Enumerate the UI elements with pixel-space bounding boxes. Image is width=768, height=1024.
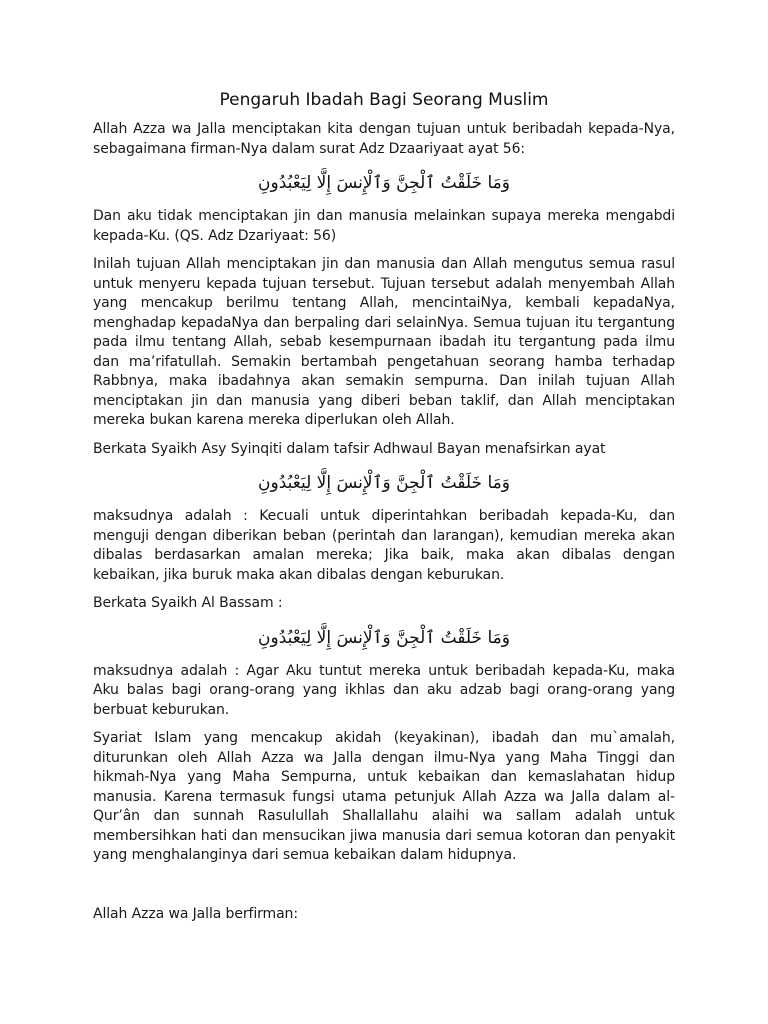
syinqiti-meaning: maksudnya adalah : Kecuali untuk diperintahkan beribadah kepada-Ku, dan menguji dengan diberikan beban (perintah dan larangan), kemudian mereka akan dibalas berdasarkan amalan mereka; Jika baik, maka akan dibalas dengan kebaikan, jika buruk maka akan dibalas dengan keburukan. bbox=[93, 508, 675, 583]
document-page bbox=[93, 88, 675, 933]
spacer bbox=[93, 875, 675, 905]
quran-verse-2: وَمَا خَلَقْتُ ٱلْجِنَّ وَٱلْإِنسَ إِلَّا لِيَعْبُدُونِ bbox=[258, 473, 510, 493]
bassam-intro: Berkata Syaikh Al Bassam : bbox=[93, 595, 283, 611]
translation-paragraph: Dan aku tidak menciptakan jin dan manusia melainkan supaya mereka mengabdi kepada-Ku. (QS. Adz Dzariyaat: 56) bbox=[93, 208, 675, 244]
document-title: Pengaruh Ibadah Bagi Seorang Muslim bbox=[219, 90, 549, 110]
intro-paragraph: Allah Azza wa Jalla menciptakan kita dengan tujuan untuk beribadah kepada-Nya, sebagaimana firman-Nya dalam surat Adz Dzaariyaat ayat 56: bbox=[93, 121, 675, 157]
closing-line: Allah Azza wa Jalla berfirman: bbox=[93, 905, 298, 922]
bassam-meaning: maksudnya adalah : Agar Aku tuntut mereka untuk beribadah kepada-Ku, maka Aku balas bagi orang-orang yang ikhlas dan aku adzab bagi orang-orang yang berbuat keburukan. bbox=[93, 662, 675, 718]
quran-verse-1: وَمَا خَلَقْتُ ٱلْجِنَّ وَٱلْإِنسَ إِلَّا لِيَعْبُدُونِ bbox=[258, 173, 510, 193]
syariat-paragraph: Syariat Islam yang mencakup akidah (keyakinan), ibadah dan mu`amalah, diturunkan oleh Allah Azza wa Jalla dengan ilmu-Nya yang Maha Tinggi dan hikmah-Nya yang Maha Sempurna, untuk kebaikan dan kemaslahatan hidup manusia. Karena termasuk fungsi utama petunjuk Allah Azza wa Jalla dalam al-Qur’ân dan sunnah Rasulullah Shallallahu alaihi wa sallam adalah untuk membersihkan hati dan mensucikan jiwa manusia dari semua kotoran dan penyakit yang menghalanginya dari semua kebaikan dalam hidupnya. bbox=[93, 730, 675, 863]
explanation-paragraph: Inilah tujuan Allah menciptakan jin dan manusia dan Allah mengutus semua rasul untuk menyeru kepada tujuan tersebut. Tujuan tersebut adalah menyembah Allah yang mencakup berilmu tentang Allah, mencintaiNya, kembali kepadaNya, menghadap kepadaNya dan berpaling dari selainNya. Semua tujuan itu tergantung pada ilmu tentang Allah, sebab kesempurnaan ibadah itu tergantung pada ilmu dan ma’rifatullah. Semakin bertambah pengetahuan seorang hamba terhadap Rabbnya, maka ibadahnya akan semakin sempurna. Dan inilah tujuan Allah menciptakan jin dan manusia yang diberi beban taklif, dan Allah menciptakan mereka bukan karena mereka diperlukan oleh Allah. bbox=[93, 256, 675, 428]
quran-verse-3: وَمَا خَلَقْتُ ٱلْجِنَّ وَٱلْإِنسَ إِلَّا لِيَعْبُدُونِ bbox=[258, 627, 510, 648]
syinqiti-intro: Berkata Syaikh Asy Syinqiti dalam tafsir Adhwaul Bayan menafsirkan ayat bbox=[93, 440, 606, 457]
